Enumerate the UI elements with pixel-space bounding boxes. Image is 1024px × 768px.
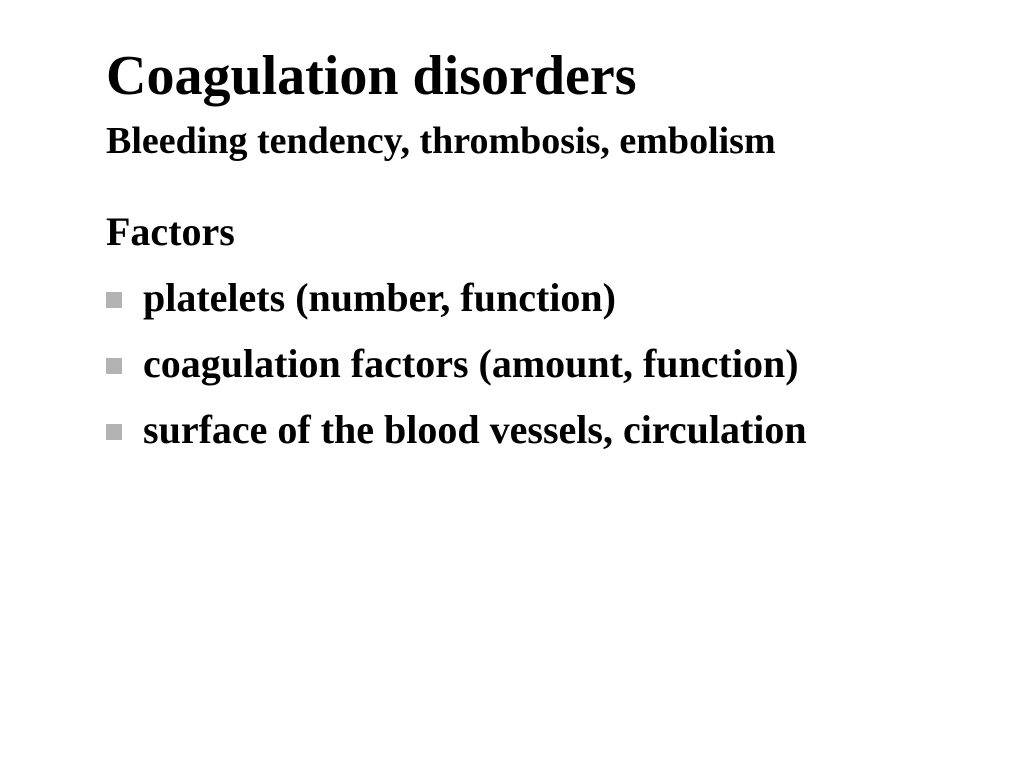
section-heading: Factors	[106, 209, 235, 254]
bullet-text: platelets (number, function)	[143, 275, 616, 320]
square-bullet-icon	[106, 292, 122, 308]
list-item	[106, 270, 807, 336]
slide-title: Coagulation disorders	[106, 45, 637, 107]
slide-subtitle: Bleeding tendency, thrombosis, embolism	[106, 120, 776, 162]
list-item	[106, 402, 807, 468]
bullet-text: coagulation factors (amount, function)	[143, 341, 799, 386]
square-bullet-icon	[106, 424, 122, 440]
bullet-list	[106, 270, 807, 468]
bullet-text: surface of the blood vessels, circulation	[143, 407, 807, 452]
list-item	[106, 336, 807, 402]
square-bullet-icon	[106, 358, 122, 374]
